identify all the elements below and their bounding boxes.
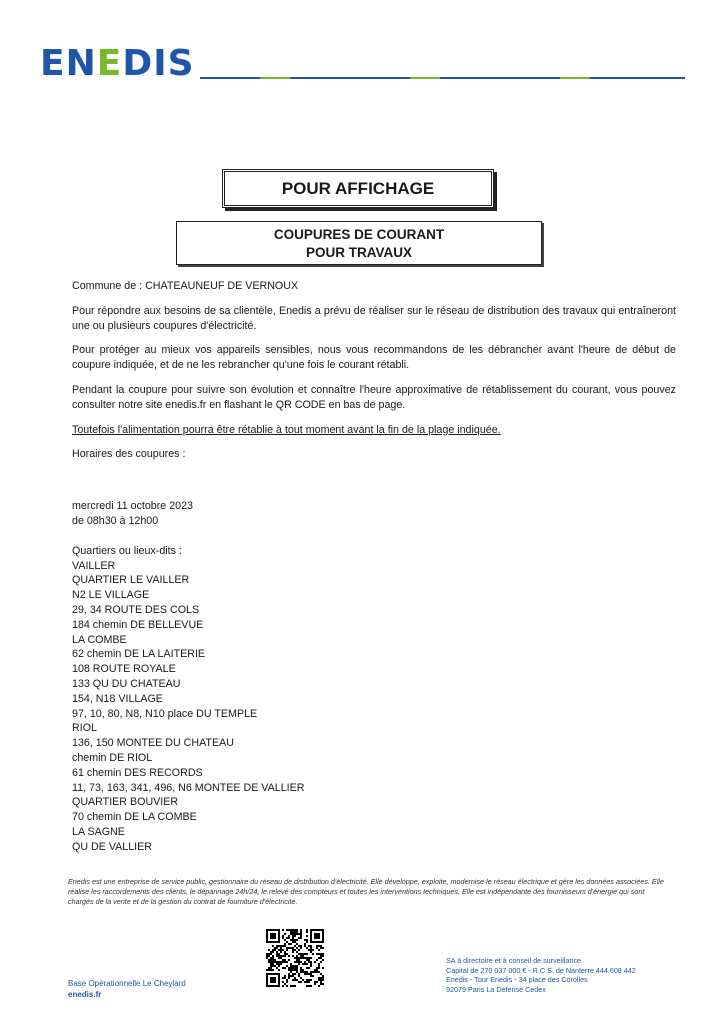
- place-item: 11, 73, 163, 341, 496, N6 MONTEE DE VALLIER: [72, 781, 305, 794]
- qr-code[interactable]: [266, 929, 324, 987]
- place-item: 154, N18 VILLAGE: [72, 692, 163, 705]
- place-item: QU DE VALLIER: [72, 840, 152, 853]
- subject-line-1: COUPURES DE COURANT: [273, 227, 445, 242]
- header-rule: [200, 77, 685, 79]
- schedule: [72, 499, 676, 529]
- subject-line-2: POUR TRAVAUX: [305, 245, 412, 260]
- banner-title: POUR AFFICHAGE: [222, 169, 494, 208]
- schedule-label: Horaires des coupures :: [72, 448, 186, 461]
- footer-right: [446, 956, 636, 994]
- place-item: QUARTIER LE VAILLER: [72, 574, 190, 587]
- place-item: 62 chemin DE LA LAITERIE: [72, 648, 206, 661]
- footer-note: Enedis est une entreprise de service public, gestionnaire du réseau de distribution d'électricité. Elle développe, exploite, modernise le réseau électrique et gère les données associées. Elle réalise les raccordements des clients, le dépannage 24h/24, le relevé des compteurs et toutes les interventions techniques. Elle est indépendante des fournisseurs d'énergie qui sont chargés de la vente et de la gestion du contrat de fourniture d'électricité.: [68, 877, 664, 906]
- schedule-time: de 08h30 à 12h00: [72, 514, 159, 527]
- paragraph-3: Pendant la coupure pour suivre son évolution et connaître l'heure approximative de rétablissement du courant, vous pouvez consulter notre site enedis.fr en flashant le QR CODE en bas de page.: [72, 383, 676, 411]
- place-item: 29, 34 ROUTE DES COLS: [72, 603, 200, 616]
- footer-base: Base Opérationnelle Le Cheylard: [68, 979, 186, 988]
- place-item: 184 chemin DE BELLEVUE: [72, 618, 204, 631]
- footer-legal-line: Capital de 270 037 000 € - R.C.S. de Nanterre 444 608 442: [446, 965, 636, 975]
- footer-legal-line: Enedis - Tour Enedis - 34 place des Corolles: [446, 975, 588, 985]
- place-item: QUARTIER BOUVIER: [72, 796, 179, 809]
- footer-left: [68, 978, 186, 1000]
- subject-box: [176, 221, 542, 265]
- footer-legal-line: SA à directoire et à conseil de surveillance: [446, 956, 582, 965]
- place-item: N2 LE VILLAGE: [72, 589, 150, 602]
- notice-body: [72, 279, 676, 855]
- place-item: 136, 150 MONTEE DU CHATEAU: [72, 737, 234, 750]
- paragraph-4: Toutefois l'alimentation pourra être rétablie à tout moment avant la fin de la plage indiquée.: [72, 423, 501, 436]
- place-item: 97, 10, 80, N8, N10 place DU TEMPLE: [72, 707, 258, 720]
- places-list: [72, 544, 676, 855]
- schedule-date: mercredi 11 octobre 2023: [72, 500, 193, 513]
- place-item: 133 QU DU CHATEAU: [72, 677, 181, 690]
- place-item: chemin DE RIOL: [72, 751, 153, 764]
- footer-legal-line: 92079 Paris La Défense Cedex: [446, 984, 546, 994]
- place-item: 70 chemin DE LA COMBE: [72, 811, 197, 824]
- place-item: 61 chemin DES RECORDS: [72, 766, 203, 779]
- paragraph-2: Pour protéger au mieux vos appareils sensibles, nous vous recommandons de les débrancher avant l'heure de début de coupure indiquée, et de ne les rebrancher qu'une fois le courant rétabli.: [72, 344, 676, 372]
- place-item: LA SAGNE: [72, 825, 125, 838]
- place-item: LA COMBE: [72, 633, 127, 646]
- footer-website-link[interactable]: enedis.fr: [68, 990, 102, 999]
- commune: Commune de : CHATEAUNEUF DE VERNOUX: [72, 280, 299, 292]
- enedis-logo: ENEDIS: [40, 43, 195, 84]
- place-item: RIOL: [72, 722, 97, 735]
- place-item: VAILLER: [72, 559, 116, 572]
- paragraph-1: Pour répondre aux besoins de sa clientèle, Enedis a prévu de réaliser sur le réseau de distribution des travaux qui entraîneront une ou plusieurs coupures d'électricité.: [72, 304, 676, 332]
- places-label: Quartiers ou lieux-dits :: [72, 544, 182, 557]
- place-item: 108 ROUTE ROYALE: [72, 663, 176, 676]
